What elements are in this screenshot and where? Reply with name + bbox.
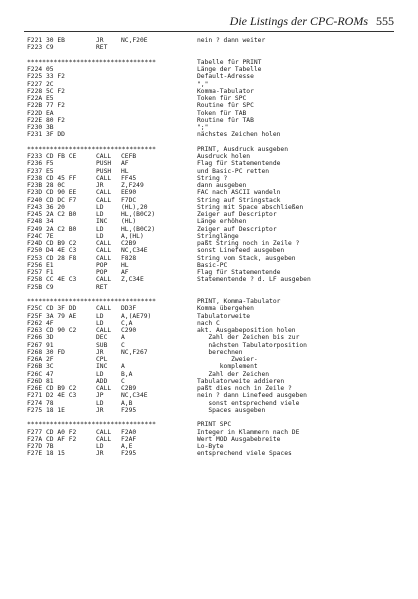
mnemonic: CALL (96, 189, 112, 197)
operand: A,E (121, 443, 133, 450)
address: F271 (27, 392, 43, 400)
opcode-bytes: 7B (46, 443, 54, 450)
mnemonic: JR (96, 450, 104, 458)
mnemonic: LD (96, 211, 104, 218)
comment: paßt dies noch in Zeile ? (197, 385, 292, 392)
comment: Zweier- (197, 356, 258, 363)
address: F22E (27, 116, 43, 124)
comment: Default-Adresse (197, 73, 254, 81)
address: F27E (27, 450, 43, 458)
address: F248 (27, 218, 43, 226)
opcode-bytes: 30 FD (46, 348, 65, 356)
address: F258 (27, 276, 43, 284)
address: F230 (27, 124, 43, 131)
operand: Z,F249 (121, 182, 144, 189)
mnemonic: PUSH (96, 160, 112, 168)
operand: A (121, 334, 125, 342)
opcode-bytes: 81 (46, 377, 54, 385)
mnemonic: LD (96, 232, 104, 240)
comment: Basic-PC (197, 261, 228, 269)
mnemonic: LD (96, 203, 104, 211)
operand: EE90 (121, 189, 137, 197)
comment: sonst Linefeed ausgeben (197, 247, 285, 255)
address: F267 (27, 341, 43, 349)
operand: C2B9 (121, 240, 137, 247)
address: F228 (27, 87, 43, 95)
address: F25F (27, 312, 43, 320)
mnemonic: CALL (96, 428, 112, 436)
opcode-bytes: 3C (46, 363, 54, 371)
mnemonic: JR (96, 182, 104, 189)
opcode-bytes: 3B (46, 124, 54, 131)
address: F237 (27, 167, 43, 175)
opcode-bytes: 3D (46, 334, 54, 342)
comment: Token für TAB (197, 109, 247, 117)
listing-line (27, 117, 410, 124)
operand: F2A0 (121, 428, 137, 436)
mnemonic: JR (96, 37, 104, 44)
opcode-bytes: 77 F2 (46, 102, 65, 110)
operand: NC,C34E (121, 392, 148, 400)
address: F257 (27, 269, 43, 276)
listing-line (27, 88, 410, 95)
address: F249 (27, 225, 43, 233)
mnemonic: ADD (96, 377, 108, 385)
listing-line (27, 407, 410, 414)
mnemonic: CALL (96, 174, 112, 182)
address: F250 (27, 247, 43, 255)
operand: NC,F267 (121, 348, 148, 356)
address: F233 (27, 153, 43, 160)
opcode-bytes: 4F (46, 319, 54, 327)
section-separator: ********************************** (27, 145, 156, 153)
comment: String auf Stringstack (197, 196, 281, 204)
listing-line (27, 378, 410, 385)
section-header (27, 298, 410, 305)
header-rule (24, 31, 394, 32)
section-separator: ********************************** (27, 421, 156, 429)
comment: Tabulatorweite (197, 312, 251, 320)
opcode-bytes: 7E (46, 232, 54, 240)
operand: C290 (121, 327, 137, 334)
comment: Routine für SPC (197, 102, 254, 110)
comment: Flag für Statementende (197, 269, 281, 276)
address: F22B (27, 102, 43, 110)
mnemonic: SUB (96, 341, 108, 349)
address: F231 (27, 131, 43, 139)
comment: Zeiger auf Descriptor (197, 225, 277, 233)
opcode-bytes: 05 (46, 66, 54, 73)
opcode-bytes: CD B9 C2 (46, 385, 77, 392)
opcode-bytes: E1 (46, 261, 54, 269)
mnemonic: LD (96, 443, 104, 450)
comment: Komma übergehen (197, 305, 254, 313)
operand: Z,C34E (121, 276, 144, 284)
comment: Lo-Byte (197, 443, 224, 450)
operand: B,A (121, 370, 133, 378)
mnemonic: RET (96, 44, 108, 52)
listing-line (27, 233, 410, 240)
comment: FAC nach ASCII wandeln (197, 189, 281, 197)
opcode-bytes: C9 (46, 283, 54, 291)
opcode-bytes: 5C F2 (46, 87, 65, 95)
listing-line (27, 450, 410, 457)
comment: Zahl der Zeichen bis zur (197, 334, 300, 342)
address: F277 (27, 428, 43, 436)
operand: F7DC (121, 196, 137, 204)
mnemonic: CALL (96, 153, 112, 160)
mnemonic: CALL (96, 196, 112, 204)
comment: String vom Stack, ausgeben (197, 254, 296, 262)
mnemonic: LD (96, 312, 104, 320)
section-separator: ********************************** (27, 58, 156, 66)
listing-line (27, 153, 410, 160)
section-separator: ********************************** (27, 298, 156, 305)
blank-line (27, 414, 410, 421)
listing-line (27, 313, 410, 320)
address: F22A (27, 95, 43, 102)
opcode-bytes: CD FB CE (46, 153, 77, 160)
address: F262 (27, 319, 43, 327)
listing-line (27, 240, 410, 247)
opcode-bytes: CD AF F2 (46, 435, 77, 443)
listing-line (27, 44, 410, 51)
listing-line (27, 320, 410, 327)
comment: Zahl der Zeichen (197, 370, 270, 378)
address: F23B (27, 182, 43, 189)
opcode-bytes: CD 3F DD (46, 305, 77, 313)
listing-line (27, 168, 410, 175)
listing-line (27, 211, 410, 218)
comment: nächstes Zeichen holen (197, 131, 281, 139)
address: F224 (27, 66, 43, 73)
listing-line (27, 400, 410, 407)
operand: HL,(B0C2) (121, 211, 156, 218)
address: F26C (27, 370, 43, 378)
address: F26B (27, 363, 43, 371)
opcode-bytes: 91 (46, 341, 54, 349)
address: F22D (27, 109, 43, 117)
opcode-bytes: 30 EB (46, 37, 65, 44)
comment: nein ? dann Linefeed ausgeben (197, 392, 307, 400)
section-header (27, 59, 410, 66)
address: F243 (27, 203, 43, 211)
operand: C,A (121, 319, 133, 327)
address: F274 (27, 399, 43, 407)
comment: Routine für TAB (197, 116, 254, 124)
opcode-bytes: F1 (46, 269, 54, 276)
mnemonic: LD (96, 370, 104, 378)
section-header (27, 146, 410, 153)
address: F225 (27, 73, 43, 81)
listing-line (27, 102, 410, 109)
operand: A (121, 363, 125, 371)
listing-line (27, 436, 410, 443)
opcode-bytes: 47 (46, 370, 54, 378)
listing-line (27, 110, 410, 117)
mnemonic: LD (96, 319, 104, 327)
address: F245 (27, 211, 43, 218)
mnemonic: POP (96, 269, 108, 276)
listing-line (27, 160, 410, 167)
running-title: Die Listings der CPC-ROMs (229, 14, 368, 28)
comment: Flag für Statementende (197, 160, 281, 168)
opcode-bytes: D2 4E C3 (46, 392, 77, 400)
address: F27D (27, 443, 43, 450)
opcode-bytes: 28 0C (46, 182, 65, 189)
listing-line (27, 349, 410, 356)
comment: berechnen (197, 348, 243, 356)
mnemonic: POP (96, 261, 108, 269)
comment: Länge der Tabelle (197, 66, 262, 73)
operand: FF45 (121, 174, 137, 182)
section-title: PRINT, Ausdruck ausgeben (197, 145, 288, 153)
comment: nach C (197, 319, 220, 327)
listing-line (27, 371, 410, 378)
opcode-bytes: C9 (46, 44, 54, 52)
listing-line (27, 363, 410, 370)
address: F275 (27, 406, 43, 414)
listing-line (27, 305, 410, 312)
address: F256 (27, 261, 43, 269)
comment: Stringlänge (197, 232, 239, 240)
address: F266 (27, 334, 43, 342)
listing-line (27, 182, 410, 189)
opcode-bytes: 18 1E (46, 406, 65, 414)
listing-line (27, 95, 410, 102)
mnemonic: JP (96, 392, 104, 400)
operand: AF (121, 269, 129, 276)
comment: Token für SPC (197, 95, 247, 102)
address: F236 (27, 160, 43, 168)
operand: (HL),20 (121, 203, 148, 211)
listing-line (27, 37, 410, 44)
listing-line (27, 276, 410, 283)
address: F26D (27, 377, 43, 385)
address: F238 (27, 174, 43, 182)
opcode-bytes: 78 (46, 399, 54, 407)
blank-line (27, 52, 410, 59)
opcode-bytes: 2F (46, 356, 54, 363)
opcode-bytes: CD DC F7 (46, 196, 77, 204)
opcode-bytes: E5 (46, 167, 54, 175)
operand: AF (121, 160, 129, 168)
address: F24D (27, 240, 43, 247)
section-title: Tabelle für PRINT (197, 58, 262, 66)
listing-line (27, 255, 410, 262)
operand: C (121, 377, 125, 385)
comment: String mit Space abschließen (197, 203, 304, 211)
opcode-bytes: CD 45 FF (46, 174, 77, 182)
mnemonic: LD (96, 225, 104, 233)
mnemonic: JR (96, 348, 104, 356)
opcode-bytes: 2C (46, 80, 54, 88)
listing-line (27, 443, 410, 450)
comment: Länge erhöhen (197, 218, 247, 226)
mnemonic: DEC (96, 334, 108, 342)
listing-line (27, 197, 410, 204)
listing-line (27, 269, 410, 276)
opcode-bytes: 80 F2 (46, 116, 65, 124)
operand: A,(HL) (121, 232, 144, 240)
listing-line (27, 175, 410, 182)
operand: HL (121, 167, 129, 175)
operand: NC,F20E (121, 37, 148, 44)
opcode-bytes: D4 4E C3 (46, 247, 77, 255)
mnemonic: CALL (96, 240, 112, 247)
mnemonic: INC (96, 218, 108, 226)
opcode-bytes: 36 20 (46, 203, 65, 211)
blank-line (27, 291, 410, 298)
listing-line (27, 218, 410, 225)
listing-line (27, 73, 410, 80)
address: F25B (27, 283, 43, 291)
mnemonic: RET (96, 283, 108, 291)
listing-line (27, 189, 410, 196)
page-number: 555 (376, 14, 394, 28)
mnemonic: JR (96, 406, 104, 414)
operand: A,B (121, 399, 133, 407)
comment: "," (197, 80, 209, 88)
address: F26A (27, 356, 43, 363)
operand: CEFB (121, 153, 137, 160)
operand: F828 (121, 254, 137, 262)
listing-line (27, 334, 410, 341)
opcode-bytes: 34 (46, 218, 54, 226)
address: F253 (27, 254, 43, 262)
opcode-bytes: 2A C2 B0 (46, 211, 77, 218)
listing-line (27, 131, 410, 138)
comment: Statementende ? d. LF ausgeben (197, 276, 311, 284)
mnemonic: INC (96, 363, 108, 371)
operand: DD3F (121, 305, 137, 313)
blank-line (27, 139, 410, 146)
comment: sonst entsprechend viele (197, 399, 300, 407)
listing-line (27, 429, 410, 436)
listing-line (27, 247, 410, 254)
opcode-bytes: EA (46, 109, 54, 117)
listing-line (27, 226, 410, 233)
mnemonic: CPL (96, 356, 108, 363)
comment: Ausdruck holen (197, 153, 251, 160)
address: F27A (27, 435, 43, 443)
opcode-bytes: F5 (46, 160, 54, 168)
operand: (HL) (121, 218, 137, 226)
comment: Wert MOD Ausgabebreite (197, 435, 281, 443)
comment: akt. Ausgabeposition holen (197, 327, 296, 334)
comment: Komma-Tabulator (197, 87, 254, 95)
address: F24C (27, 232, 43, 240)
mnemonic: CALL (96, 305, 112, 313)
operand: NC,C34E (121, 247, 148, 255)
comment: Integer in Klammern nach DE (197, 428, 300, 436)
listing-line (27, 262, 410, 269)
mnemonic: LD (96, 399, 104, 407)
operand: F295 (121, 406, 137, 414)
address: F23D (27, 189, 43, 197)
mnemonic: CALL (96, 435, 112, 443)
opcode-bytes: CD 90 EE (46, 189, 77, 197)
listing-line (27, 356, 410, 363)
comment: dann ausgeben (197, 182, 247, 189)
address: F223 (27, 44, 43, 52)
opcode-bytes: 2A C2 B0 (46, 225, 77, 233)
operand: C (121, 341, 125, 349)
comment: ";" (197, 124, 209, 131)
listing-line (27, 392, 410, 399)
address: F268 (27, 348, 43, 356)
address: F240 (27, 196, 43, 204)
listing-line (27, 66, 410, 73)
operand: A,(AE79) (121, 312, 152, 320)
comment: Zeiger auf Descriptor (197, 211, 277, 218)
mnemonic: CALL (96, 276, 112, 284)
listing-line (27, 81, 410, 88)
comment: nein ? dann weiter (197, 37, 266, 44)
mnemonic: PUSH (96, 167, 112, 175)
comment: entsprechend viele Spaces (197, 450, 292, 458)
opcode-bytes: 3A 79 AE (46, 312, 77, 320)
opcode-bytes: 18 15 (46, 450, 65, 458)
address: F227 (27, 80, 43, 88)
opcode-bytes: CD A0 F2 (46, 428, 77, 436)
opcode-bytes: CD 90 C2 (46, 327, 77, 334)
address: F221 (27, 37, 43, 44)
mnemonic: CALL (96, 385, 112, 392)
listing-line (27, 385, 410, 392)
comment: String ? (197, 174, 228, 182)
listing-line (27, 327, 410, 334)
comment: Tabulatorweite addieren (197, 377, 285, 385)
address: F26E (27, 385, 43, 392)
mnemonic: CALL (96, 327, 112, 334)
comment: und Basic-PC retten (197, 167, 270, 175)
operand: F295 (121, 450, 137, 458)
operand: F2AF (121, 435, 137, 443)
comment: komplement (197, 363, 258, 371)
opcode-bytes: E5 (46, 95, 54, 102)
section-header (27, 421, 410, 428)
operand: HL (121, 261, 129, 269)
listing-line (27, 124, 410, 131)
opcode-bytes: CC 4E C3 (46, 276, 77, 284)
address: F25C (27, 305, 43, 313)
opcode-bytes: 33 F2 (46, 73, 65, 81)
opcode-bytes: CD B9 C2 (46, 240, 77, 247)
operand: HL,(B0C2) (121, 225, 156, 233)
comment: paßt String noch in Zeile ? (197, 240, 300, 247)
comment: Spaces ausgeben (197, 406, 266, 414)
address: F263 (27, 327, 43, 334)
assembly-listing (27, 37, 410, 458)
listing-line (27, 284, 410, 291)
mnemonic: CALL (96, 247, 112, 255)
opcode-bytes: 3F DD (46, 131, 65, 139)
page-header (24, 14, 394, 28)
listing-line (27, 342, 410, 349)
comment: nächsten Tabulatorposition (197, 341, 307, 349)
listing-line (27, 204, 410, 211)
section-title: PRINT, Komma-Tabulator (197, 298, 281, 305)
mnemonic: CALL (96, 254, 112, 262)
operand: C2B9 (121, 385, 137, 392)
section-title: PRINT SPC (197, 421, 232, 429)
opcode-bytes: CD 28 F8 (46, 254, 77, 262)
